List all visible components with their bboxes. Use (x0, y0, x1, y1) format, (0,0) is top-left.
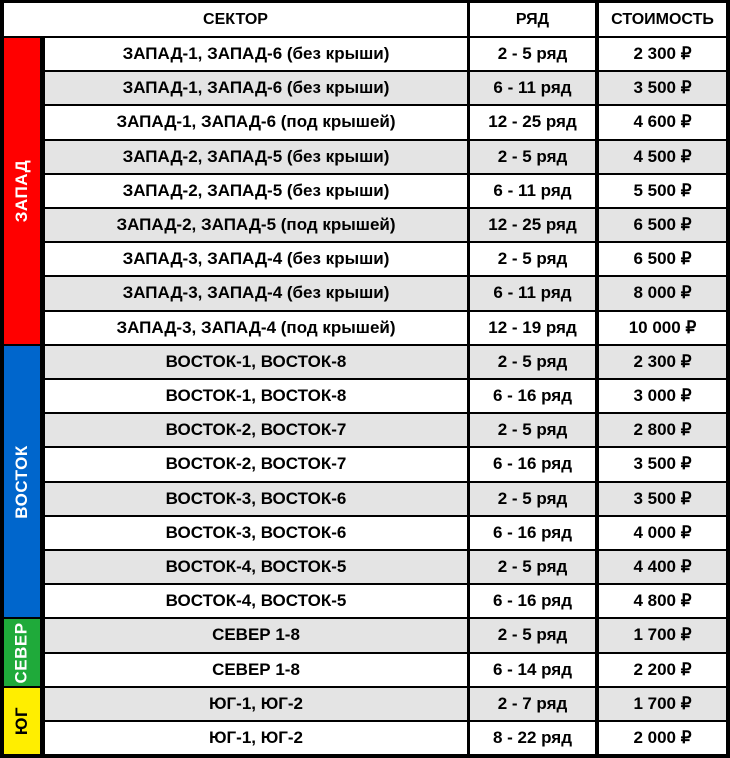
cell-sector: СЕВЕР 1-8 (45, 654, 467, 686)
cell-row: 6 - 11 ряд (470, 72, 595, 104)
cell-sector: ЗАПАД-3, ЗАПАД-4 (под крышей) (45, 312, 467, 344)
header-row: РЯД (470, 3, 595, 36)
cell-sector: ЗАПАД-3, ЗАПАД-4 (без крыши) (45, 243, 467, 275)
cell-price: 4 400 ₽ (599, 551, 726, 583)
cell-row: 2 - 5 ряд (470, 551, 595, 583)
cell-row: 2 - 5 ряд (470, 483, 595, 515)
cell-row: 2 - 5 ряд (470, 38, 595, 70)
cell-price: 8 000 ₽ (599, 277, 726, 309)
cell-price: 3 500 ₽ (599, 72, 726, 104)
cell-row: 2 - 5 ряд (470, 619, 595, 651)
group-label-3 (4, 688, 40, 754)
cell-row: 12 - 25 ряд (470, 209, 595, 241)
cell-price: 3 500 ₽ (599, 483, 726, 515)
cell-row: 6 - 16 ряд (470, 585, 595, 617)
cell-sector: ВОСТОК-4, ВОСТОК-5 (45, 585, 467, 617)
cell-row: 6 - 11 ряд (470, 175, 595, 207)
cell-row: 6 - 11 ряд (470, 277, 595, 309)
cell-price: 4 800 ₽ (599, 585, 726, 617)
cell-sector: ВОСТОК-2, ВОСТОК-7 (45, 414, 467, 446)
cell-row: 12 - 25 ряд (470, 106, 595, 138)
cell-price: 4 500 ₽ (599, 141, 726, 173)
group-label-text: ВОСТОК (12, 444, 31, 519)
cell-row: 2 - 5 ряд (470, 141, 595, 173)
cell-price: 2 200 ₽ (599, 654, 726, 686)
cell-sector: ВОСТОК-3, ВОСТОК-6 (45, 483, 467, 515)
group-label-text: СЕВЕР (12, 622, 32, 684)
cell-sector: ЗАПАД-2, ЗАПАД-5 (под крышей) (45, 209, 467, 241)
group-label-1 (4, 346, 40, 618)
cell-sector: ЗАПАД-2, ЗАПАД-5 (без крыши) (45, 141, 467, 173)
cell-row: 6 - 16 ряд (470, 380, 595, 412)
cell-row: 6 - 14 ряд (470, 654, 595, 686)
cell-price: 2 300 ₽ (599, 346, 726, 378)
cell-sector: ВОСТОК-4, ВОСТОК-5 (45, 551, 467, 583)
cell-price: 1 700 ₽ (599, 688, 726, 720)
cell-sector: ВОСТОК-1, ВОСТОК-8 (45, 346, 467, 378)
cell-price: 6 500 ₽ (599, 209, 726, 241)
cell-price: 1 700 ₽ (599, 619, 726, 651)
cell-row: 2 - 7 ряд (470, 688, 595, 720)
cell-sector: ЗАПАД-1, ЗАПАД-6 (без крыши) (45, 72, 467, 104)
cell-price: 4 600 ₽ (599, 106, 726, 138)
cell-sector: СЕВЕР 1-8 (45, 619, 467, 651)
group-label-2 (4, 619, 40, 685)
cell-price: 6 500 ₽ (599, 243, 726, 275)
cell-row: 6 - 16 ряд (470, 448, 595, 480)
cell-sector: ВОСТОК-3, ВОСТОК-6 (45, 517, 467, 549)
cell-sector: ЗАПАД-1, ЗАПАД-6 (без крыши) (45, 38, 467, 70)
cell-row: 2 - 5 ряд (470, 414, 595, 446)
cell-price: 5 500 ₽ (599, 175, 726, 207)
cell-price: 2 800 ₽ (599, 414, 726, 446)
cell-sector: ЗАПАД-2, ЗАПАД-5 (без крыши) (45, 175, 467, 207)
group-label-text: ЗАПАД (12, 159, 32, 223)
cell-price: 4 000 ₽ (599, 517, 726, 549)
cell-sector: ЗАПАД-1, ЗАПАД-6 (под крышей) (45, 106, 467, 138)
group-label-text: ЮГ (11, 706, 31, 736)
cell-price: 2 300 ₽ (599, 38, 726, 70)
cell-sector: ЗАПАД-3, ЗАПАД-4 (без крыши) (45, 277, 467, 309)
cell-row: 2 - 5 ряд (470, 346, 595, 378)
cell-price: 3 500 ₽ (599, 448, 726, 480)
cell-price: 2 000 ₽ (599, 722, 726, 754)
cell-sector: ЮГ-1, ЮГ-2 (45, 722, 467, 754)
cell-sector: ЮГ-1, ЮГ-2 (45, 688, 467, 720)
cell-sector: ВОСТОК-1, ВОСТОК-8 (45, 380, 467, 412)
header-price: СТОИМОСТЬ (599, 3, 726, 36)
cell-row: 8 - 22 ряд (470, 722, 595, 754)
cell-row: 2 - 5 ряд (470, 243, 595, 275)
cell-row: 6 - 16 ряд (470, 517, 595, 549)
header-sector: СЕКТОР (4, 3, 467, 36)
cell-price: 3 000 ₽ (599, 380, 726, 412)
cell-sector: ВОСТОК-2, ВОСТОК-7 (45, 448, 467, 480)
group-label-0 (4, 38, 40, 344)
cell-price: 10 000 ₽ (599, 312, 726, 344)
cell-row: 12 - 19 ряд (470, 312, 595, 344)
